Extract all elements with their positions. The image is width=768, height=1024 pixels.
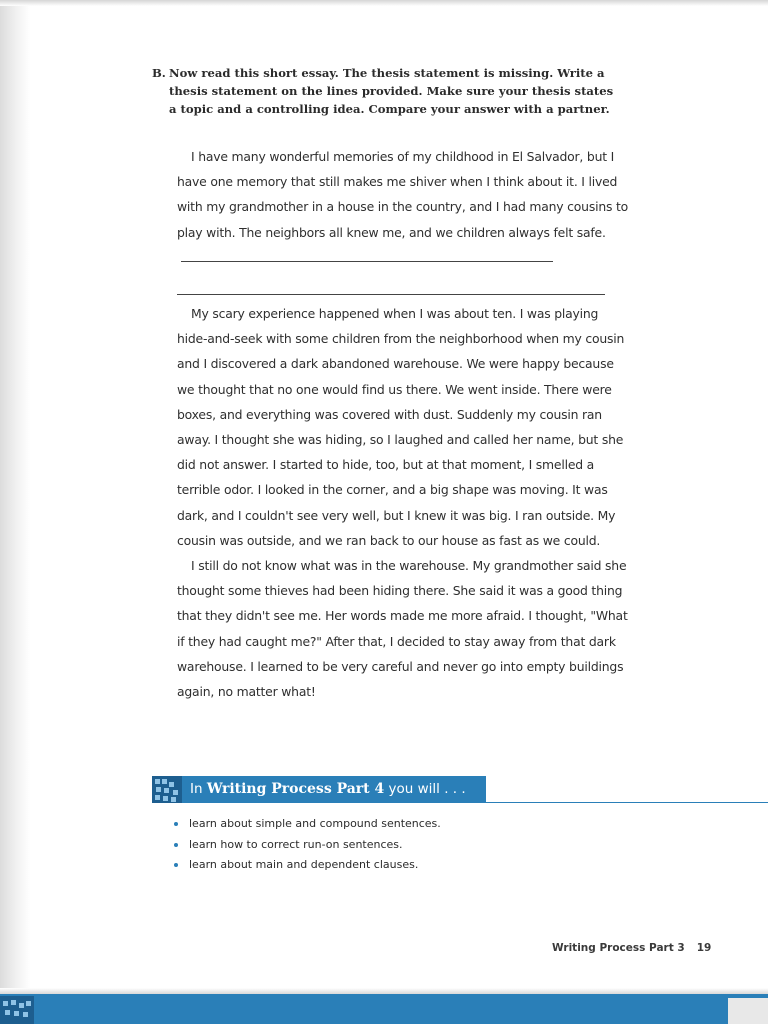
page-number: 19 <box>696 942 712 954</box>
writing-process-logo-icon <box>152 776 182 803</box>
banner-part-title: Writing Process Part 4 <box>206 781 385 797</box>
footer-section-title: Writing Process Part 3 <box>552 942 685 954</box>
banner-prefix: In <box>190 781 207 797</box>
essay-paragraph-1-text: I have many wonderful memories of my childhood in El Salvador, but I have one memory that still makes me shiver when I think about it. I lived with my grandmother in a house in the country, and I had many cousins to play with. The neighbors all knew me, and we children always felt safe. <box>177 149 629 240</box>
banner-rule <box>486 802 768 803</box>
list-item: learn about main and dependent clauses. <box>174 855 441 876</box>
exercise-instruction-text: Now read this short essay. The thesis statement is missing. Write a thesis statement on the lines provided. Make sure your thesis states a topic and a controlling idea. Compare your answer with a partner. <box>169 66 614 116</box>
thesis-answer-line-1[interactable] <box>181 249 553 262</box>
bullet-icon <box>174 863 178 867</box>
exercise-instruction <box>152 64 622 118</box>
essay-paragraph-3: I still do not know what was in the warehouse. My grandmother said she thought some thieves had been hiding there. She said it was a good thing that they didn't see me. Her words made me more afraid. I thought, "What if they had caught me?" After that, I decided to stay away from that dark warehouse. I learned to be very careful and never go into empty buildings again, no matter what! <box>177 558 628 700</box>
learning-goals-list <box>174 814 441 876</box>
essay-paragraph-2: My scary experience happened when I was about ten. I was playing hide-and-seek with some children from the neighborhood when my cousin and I discovered a dark abandoned warehouse. We were happy because we thought that no one would find us there. We went inside. There were boxes, and everything was covered with dust. Suddenly my cousin ran away. I thought she was hiding, so I laughed and called her name, but she did not answer. I started to hide, too, but at that moment, I smelled a terrible odor. I looked in the corner, and a big shape was moving. It was dark, and I couldn't see very well, but I knew it was big. I ran outside. My cousin was outside, and we ran back to our house as fast as we could. <box>177 306 625 548</box>
list-item: learn about simple and compound sentences. <box>174 814 441 835</box>
banner-suffix: you will . . . <box>384 781 466 797</box>
banner-text <box>190 776 466 803</box>
bullet-icon <box>174 843 178 847</box>
list-item: learn how to correct run-on sentences. <box>174 835 441 856</box>
thesis-answer-line-2[interactable] <box>177 270 605 295</box>
page-top-edge <box>0 0 768 6</box>
essay <box>177 144 629 704</box>
next-page-edge-band <box>0 994 768 1024</box>
page-corner-tab <box>728 998 768 1024</box>
page-gutter-shadow <box>0 0 30 1000</box>
exercise-letter: B. <box>152 66 166 80</box>
writing-process-logo-icon <box>0 996 34 1024</box>
next-part-banner <box>152 776 486 803</box>
page-footer <box>552 942 712 954</box>
bullet-icon <box>174 822 178 826</box>
essay-paragraph-1 <box>177 144 629 270</box>
